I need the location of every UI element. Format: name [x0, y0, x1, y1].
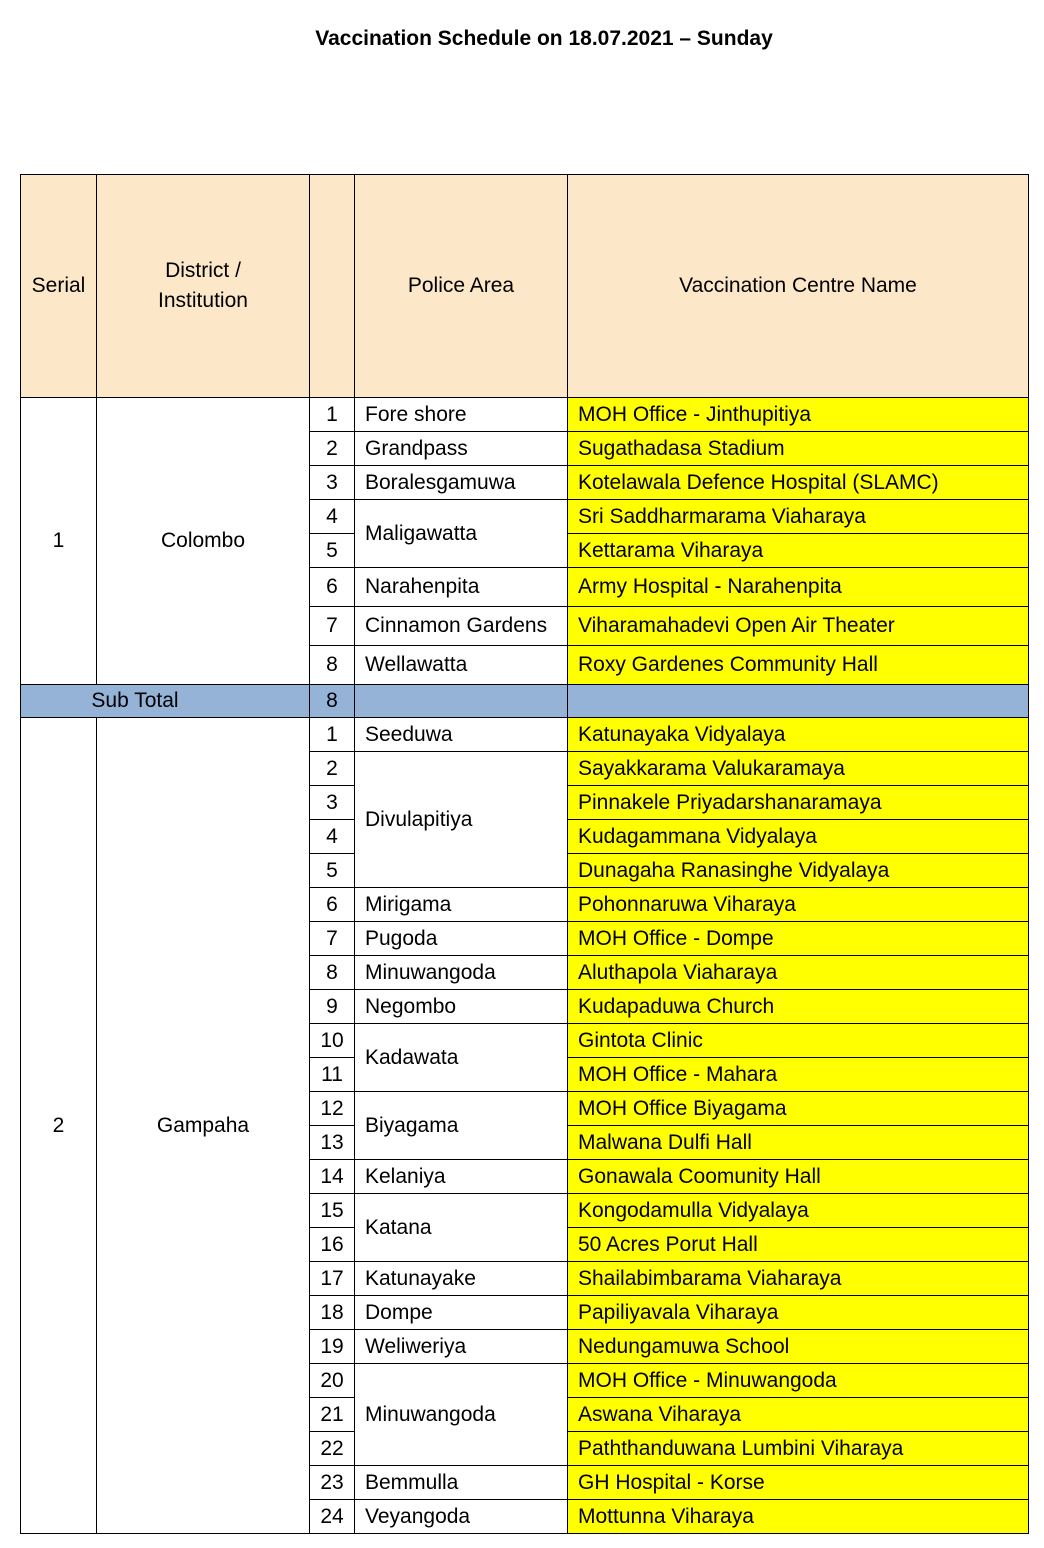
subtotal-value: 8	[310, 685, 355, 718]
row-number: 9	[310, 990, 355, 1024]
centre-cell: Roxy Gardenes Community Hall	[568, 646, 1029, 685]
header-centre-name: Vaccination Centre Name	[568, 175, 1029, 398]
centre-cell: Kudapaduwa Church	[568, 990, 1029, 1024]
police-area-cell: Mirigama	[355, 888, 568, 922]
centre-cell: 50 Acres Porut Hall	[568, 1228, 1029, 1262]
row-number: 6	[310, 568, 355, 607]
subtotal-empty	[355, 685, 568, 718]
header-row	[21, 175, 1029, 398]
colombo-section	[21, 398, 1029, 718]
row-number: 16	[310, 1228, 355, 1262]
row-number: 4	[310, 500, 355, 534]
row-number: 12	[310, 1092, 355, 1126]
police-area-cell: Biyagama	[355, 1092, 568, 1160]
row-number: 8	[310, 646, 355, 685]
serial-cell: 2	[21, 718, 97, 1534]
serial-cell: 1	[21, 398, 97, 685]
police-area-cell: Kelaniya	[355, 1160, 568, 1194]
police-area-cell: Narahenpita	[355, 568, 568, 607]
centre-cell: Kudagammana Vidyalaya	[568, 820, 1029, 854]
centre-cell: Gintota Clinic	[568, 1024, 1029, 1058]
centre-cell: Dunagaha Ranasinghe Vidyalaya	[568, 854, 1029, 888]
police-area-cell: Wellawatta	[355, 646, 568, 685]
row-number: 5	[310, 534, 355, 568]
centre-cell: MOH Office - Dompe	[568, 922, 1029, 956]
police-area-cell: Katana	[355, 1194, 568, 1262]
centre-cell: MOH Office Biyagama	[568, 1092, 1029, 1126]
row-number: 13	[310, 1126, 355, 1160]
centre-cell: MOH Office - Mahara	[568, 1058, 1029, 1092]
centre-cell: Paththanduwana Lumbini Viharaya	[568, 1432, 1029, 1466]
centre-cell: Nedungamuwa School	[568, 1330, 1029, 1364]
centre-cell: Viharamahadevi Open Air Theater	[568, 607, 1029, 646]
police-area-cell: Pugoda	[355, 922, 568, 956]
subtotal-empty	[568, 685, 1029, 718]
row-number: 3	[310, 786, 355, 820]
row-number: 23	[310, 1466, 355, 1500]
district-cell: Gampaha	[97, 718, 310, 1534]
row-number: 22	[310, 1432, 355, 1466]
row-number: 7	[310, 607, 355, 646]
police-area-cell: Fore shore	[355, 398, 568, 432]
row-number: 24	[310, 1500, 355, 1534]
centre-cell: Katunayaka Vidyalaya	[568, 718, 1029, 752]
row-number: 18	[310, 1296, 355, 1330]
centre-cell: Kettarama Viharaya	[568, 534, 1029, 568]
row-number: 2	[310, 432, 355, 466]
police-area-cell: Weliweriya	[355, 1330, 568, 1364]
police-area-cell: Minuwangoda	[355, 1364, 568, 1466]
centre-cell: Kotelawala Defence Hospital (SLAMC)	[568, 466, 1029, 500]
police-area-cell: Boralesgamuwa	[355, 466, 568, 500]
centre-cell: Sayakkarama Valukaramaya	[568, 752, 1029, 786]
row-number: 4	[310, 820, 355, 854]
police-area-cell: Cinnamon Gardens	[355, 607, 568, 646]
centre-cell: MOH Office - Jinthupitiya	[568, 398, 1029, 432]
subtotal-label: Sub Total	[21, 685, 310, 718]
row-number: 1	[310, 398, 355, 432]
police-area-cell: Negombo	[355, 990, 568, 1024]
centre-cell: Papiliyavala Viharaya	[568, 1296, 1029, 1330]
row-number: 20	[310, 1364, 355, 1398]
header-police-area: Police Area	[355, 175, 568, 398]
police-area-cell: Divulapitiya	[355, 752, 568, 888]
row-number: 17	[310, 1262, 355, 1296]
header-district: District / Institution	[97, 175, 310, 398]
row-number: 14	[310, 1160, 355, 1194]
police-area-cell: Seeduwa	[355, 718, 568, 752]
police-area-cell: Kadawata	[355, 1024, 568, 1092]
police-area-cell: Katunayake	[355, 1262, 568, 1296]
table-row	[21, 718, 1029, 752]
header-serial: Serial	[21, 175, 97, 398]
centre-cell: Aswana Viharaya	[568, 1398, 1029, 1432]
row-number: 2	[310, 752, 355, 786]
table-row	[21, 398, 1029, 432]
centre-cell: Malwana Dulfi Hall	[568, 1126, 1029, 1160]
row-number: 21	[310, 1398, 355, 1432]
police-area-cell: Veyangoda	[355, 1500, 568, 1534]
gampaha-section	[21, 718, 1029, 1534]
row-number: 5	[310, 854, 355, 888]
police-area-cell: Bemmulla	[355, 1466, 568, 1500]
centre-cell: Army Hospital - Narahenpita	[568, 568, 1029, 607]
row-number: 8	[310, 956, 355, 990]
centre-cell: GH Hospital - Korse	[568, 1466, 1029, 1500]
police-area-cell: Dompe	[355, 1296, 568, 1330]
row-number: 6	[310, 888, 355, 922]
row-number: 7	[310, 922, 355, 956]
centre-cell: Shailabimbarama Viaharaya	[568, 1262, 1029, 1296]
centre-cell: Sugathadasa Stadium	[568, 432, 1029, 466]
row-number: 15	[310, 1194, 355, 1228]
centre-cell: MOH Office - Minuwangoda	[568, 1364, 1029, 1398]
row-number: 10	[310, 1024, 355, 1058]
row-number: 11	[310, 1058, 355, 1092]
district-cell: Colombo	[97, 398, 310, 685]
row-number: 3	[310, 466, 355, 500]
centre-cell: Pinnakele Priyadarshanaramaya	[568, 786, 1029, 820]
row-number: 19	[310, 1330, 355, 1364]
police-area-cell: Maligawatta	[355, 500, 568, 568]
centre-cell: Kongodamulla Vidyalaya	[568, 1194, 1029, 1228]
header-number	[310, 175, 355, 398]
subtotal-row	[21, 685, 1029, 718]
centre-cell: Sri Saddharmarama Viaharaya	[568, 500, 1029, 534]
centre-cell: Gonawala Coomunity Hall	[568, 1160, 1029, 1194]
schedule-table	[20, 174, 1029, 1534]
police-area-cell: Minuwangoda	[355, 956, 568, 990]
police-area-cell: Grandpass	[355, 432, 568, 466]
page-title: Vaccination Schedule on 18.07.2021 – Sunday	[315, 27, 773, 50]
centre-cell: Mottunna Viharaya	[568, 1500, 1029, 1534]
centre-cell: Aluthapola Viaharaya	[568, 956, 1029, 990]
centre-cell: Pohonnaruwa Viharaya	[568, 888, 1029, 922]
row-number: 1	[310, 718, 355, 752]
